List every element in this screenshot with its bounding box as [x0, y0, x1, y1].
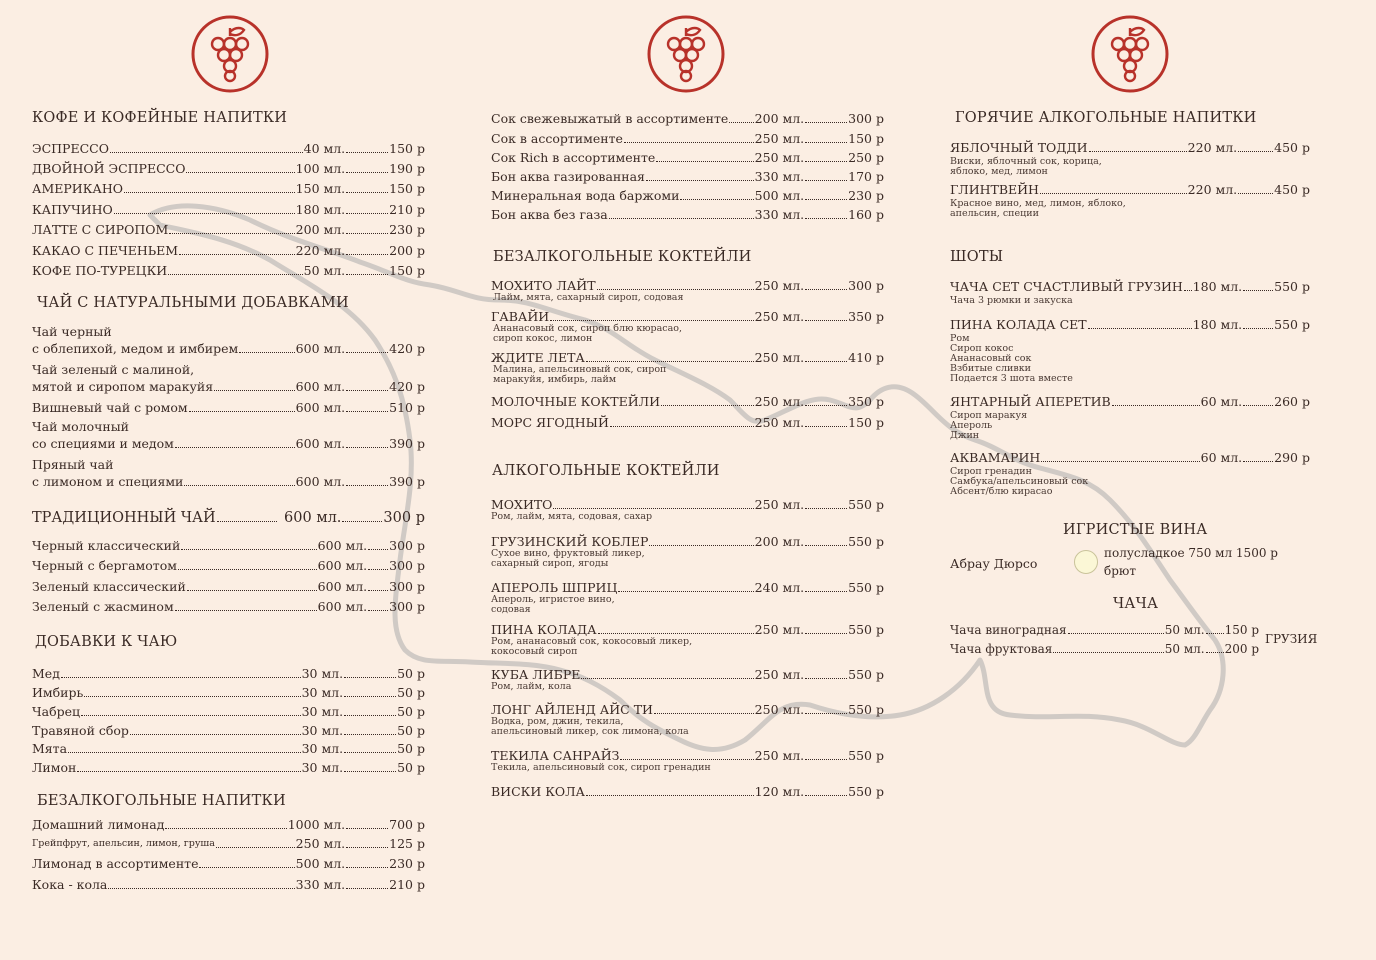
menu-item — [491, 784, 884, 800]
item-description: Красное вино, мед, лимон, яблоко, — [950, 198, 1126, 209]
item-volume: 180 мл. — [1192, 317, 1243, 332]
item-volume: 600 мл. — [317, 599, 368, 614]
item-description: Абсент/блю кирасао — [950, 486, 1053, 497]
item-name: ВИСКИ КОЛА — [491, 784, 586, 799]
item-volume: 240 мл. — [754, 580, 805, 595]
item-volume: 250 мл. — [754, 667, 805, 682]
item-name: Лимонад в ассортименте — [32, 856, 199, 871]
traditional-price: 300 р — [383, 510, 425, 526]
item-name: Чабрец — [32, 704, 81, 719]
item-price: 550 р — [848, 497, 884, 512]
item-volume: 40 мл. — [303, 141, 346, 156]
item-name: ГРУЗИНСКИЙ КОБЛЕР — [491, 534, 649, 549]
menu-item — [950, 622, 1259, 638]
item-name: МОХИТО ЛАЙТ — [491, 278, 596, 293]
section-title-shots: ШОТЫ — [950, 249, 1004, 265]
item-price: 550 р — [848, 702, 884, 717]
item-name: Вишневый чай с ромом — [32, 400, 188, 415]
item-name: Грейпфрут, апельсин, лимон, груша — [32, 838, 215, 849]
item-volume: 200 мл. — [295, 222, 346, 237]
item-price: 50 р — [397, 685, 425, 700]
item-volume: 250 мл. — [754, 622, 805, 637]
menu-item — [950, 394, 1310, 410]
item-price: 50 р — [397, 723, 425, 738]
item-description: апельсин, специи — [950, 208, 1039, 219]
menu-item — [32, 243, 425, 259]
item-volume: 200 мл. — [754, 534, 805, 549]
item-description: Подается 3 шота вместе — [950, 373, 1073, 384]
item-volume: 250 мл. — [754, 394, 805, 409]
item-volume: 220 мл. — [295, 243, 346, 258]
item-price: 150 р — [848, 415, 884, 430]
item-price: 390 р — [389, 436, 425, 451]
item-price: 260 р — [1274, 394, 1310, 409]
item-name: Сок в ассортименте — [491, 131, 623, 146]
item-description: Чай молочный — [32, 419, 130, 434]
menu-item — [491, 207, 884, 223]
menu-item — [491, 111, 884, 127]
item-description: Ананасовый сок — [950, 353, 1032, 364]
menu-item — [32, 400, 425, 416]
menu-item — [32, 723, 425, 739]
item-price: 700 р — [389, 817, 425, 832]
item-volume: 600 мл. — [295, 436, 346, 451]
item-volume: 100 мл. — [295, 161, 346, 176]
item-name: Лимон — [32, 760, 77, 775]
item-volume: 30 мл. — [301, 704, 344, 719]
item-description: Водка, ром, джин, текила, — [491, 716, 624, 727]
item-volume: 250 мл. — [754, 131, 805, 146]
item-description: Чай зеленый с малиной, — [32, 362, 195, 377]
chacha-country: ГРУЗИЯ — [1265, 632, 1318, 646]
item-name: Чача виноградная — [950, 623, 1067, 637]
item-name: Чача фруктовая — [950, 642, 1053, 656]
item-name: Мята — [32, 741, 68, 756]
item-price: 125 р — [389, 836, 425, 851]
item-price: 200 р — [389, 243, 425, 258]
item-price: 210 р — [389, 202, 425, 217]
item-description: сахарный сироп, ягоды — [491, 558, 609, 569]
section-title-traditional: ТРАДИЦИОННЫЙ ЧАЙ — [32, 510, 216, 526]
item-volume: 50 мл. — [303, 263, 346, 278]
item-volume: 50 мл. — [1164, 623, 1205, 637]
item-price: 250 р — [848, 150, 884, 165]
menu-item — [32, 538, 425, 554]
item-volume: 200 мл. — [754, 111, 805, 126]
item-volume: 600 мл. — [295, 400, 346, 415]
item-name: Зеленый с жасмином — [32, 599, 174, 614]
item-price: 550 р — [848, 667, 884, 682]
item-name: Имбирь — [32, 685, 84, 700]
menu-item — [32, 558, 425, 574]
item-price: 350 р — [848, 394, 884, 409]
sparkling-name: Абрау Дюрсо — [950, 556, 1038, 571]
menu-item — [32, 379, 425, 395]
item-volume: 180 мл. — [295, 202, 346, 217]
item-volume: 250 мл. — [754, 748, 805, 763]
item-description: Ром, ананасовый сок, кокосовый ликер, — [491, 636, 693, 647]
item-name: Травяной сбор — [32, 723, 129, 738]
item-volume: 30 мл. — [301, 760, 344, 775]
item-volume: 150 мл. — [295, 181, 346, 196]
menu-item — [32, 836, 425, 852]
item-description: маракуйя, имбирь, лайм — [493, 374, 617, 385]
item-volume: 30 мл. — [301, 723, 344, 738]
item-name: ЯБЛОЧНЫЙ ТОДДИ — [950, 140, 1088, 155]
item-description: апельсиновый ликер, сок лимона, кола — [491, 726, 689, 737]
item-name: с облепихой, медом и имбирем — [32, 341, 239, 356]
item-volume: 250 мл. — [754, 150, 805, 165]
item-volume: 30 мл. — [301, 685, 344, 700]
item-price: 450 р — [1274, 182, 1310, 197]
menu-item — [491, 131, 884, 147]
item-price: 300 р — [389, 579, 425, 594]
item-price: 420 р — [389, 341, 425, 356]
item-price: 150 р — [389, 263, 425, 278]
item-description: Ром, лайм, кола — [491, 681, 572, 692]
item-name: ЛОНГ АЙЛЕНД АЙС ТИ — [491, 702, 653, 717]
menu-item — [32, 817, 425, 833]
sparkling-line2: брют — [1104, 564, 1136, 578]
item-price: 550 р — [848, 534, 884, 549]
item-description: Самбука/апельсиновый сок — [950, 476, 1089, 487]
item-price: 300 р — [389, 558, 425, 573]
item-volume: 250 мл. — [754, 278, 805, 293]
item-price: 300 р — [848, 111, 884, 126]
item-description: Сухое вино, фруктовый ликер, — [491, 548, 645, 559]
item-name: Зеленый классический — [32, 579, 186, 594]
menu-item — [32, 161, 425, 177]
item-name: ЛАТТЕ С СИРОПОМ — [32, 222, 169, 237]
item-volume: 50 мл. — [1164, 642, 1205, 656]
item-name: Мед — [32, 666, 60, 681]
item-name: ЖДИТЕ ЛЕТА — [491, 350, 585, 365]
section-title-additives: ДОБАВКИ К ЧАЮ — [35, 634, 178, 650]
item-name: КАКАО С ПЕЧЕНЬЕМ — [32, 243, 179, 258]
item-description: Текила, апельсиновый сок, сироп гренадин — [491, 762, 711, 773]
menu-item — [32, 685, 425, 701]
section-title-sparkling: ИГРИСТЫЕ ВИНА — [1063, 522, 1208, 538]
item-description: Сироп маракуя — [950, 410, 1028, 421]
menu-item — [950, 140, 1310, 156]
item-name: КУБА ЛИБРЕ — [491, 667, 581, 682]
item-volume: 220 мл. — [1187, 182, 1238, 197]
item-description: содовая — [491, 604, 531, 615]
item-name: мятой и сиропом маракуйя — [32, 379, 214, 394]
item-volume: 60 мл. — [1200, 394, 1243, 409]
item-price: 150 р — [1224, 623, 1259, 637]
item-price: 550 р — [848, 748, 884, 763]
grape-logo-left — [190, 14, 270, 94]
item-description: Взбитые сливки — [950, 363, 1031, 374]
item-name: Черный с бергамотом — [32, 558, 177, 573]
item-description: кокосовый сироп — [491, 646, 578, 657]
menu-item — [491, 188, 884, 204]
item-volume: 330 мл. — [754, 207, 805, 222]
item-volume: 330 мл. — [754, 169, 805, 184]
item-name: со специями и медом — [32, 436, 174, 451]
menu-item — [491, 394, 884, 410]
item-volume: 250 мл. — [754, 350, 805, 365]
menu-item — [32, 263, 425, 279]
item-name: ГЛИНТВЕЙН — [950, 182, 1039, 197]
item-description: Ананасовый сок, сироп блю кюрасао, — [493, 323, 683, 334]
menu-item — [32, 666, 425, 682]
item-name: ЯНТАРНЫЙ АПЕРЕТИВ — [950, 394, 1111, 409]
item-volume: 220 мл. — [1187, 140, 1238, 155]
item-volume: 600 мл. — [317, 558, 368, 573]
item-price: 550 р — [848, 784, 884, 799]
item-volume: 500 мл. — [754, 188, 805, 203]
menu-item — [950, 641, 1259, 657]
item-price: 420 р — [389, 379, 425, 394]
item-name: ТЕКИЛА САНРАЙЗ — [491, 748, 620, 763]
menu-item — [32, 141, 425, 157]
item-price: 300 р — [848, 278, 884, 293]
item-description: Чача 3 рюмки и закуска — [950, 295, 1073, 306]
menu-item — [32, 474, 425, 490]
item-volume: 250 мл. — [754, 702, 805, 717]
item-name: Сок свежевыжатый в ассортименте — [491, 111, 729, 126]
item-name: МОХИТО — [491, 497, 553, 512]
item-name: ПИНА КОЛАДА — [491, 622, 597, 637]
section-title-coffee: КОФЕ И КОФЕЙНЫЕ НАПИТКИ — [32, 110, 288, 126]
item-price: 150 р — [389, 181, 425, 196]
traditional-tea-header — [32, 510, 425, 526]
item-name: АПЕРОЛЬ ШПРИЦ — [491, 580, 618, 595]
menu-item — [491, 415, 884, 431]
item-volume: 250 мл. — [754, 415, 805, 430]
item-name: Домашний лимонад — [32, 817, 165, 832]
item-price: 50 р — [397, 741, 425, 756]
item-price: 410 р — [848, 350, 884, 365]
item-price: 230 р — [389, 856, 425, 871]
menu-item — [32, 741, 425, 757]
item-name: МОЛОЧНЫЕ КОКТЕЙЛИ — [491, 394, 660, 409]
menu-item — [32, 760, 425, 776]
item-price: 150 р — [389, 141, 425, 156]
item-description: Чай черный — [32, 324, 112, 339]
section-title-chacha: ЧАЧА — [1113, 596, 1159, 612]
item-volume: 600 мл. — [295, 474, 346, 489]
menu-item — [32, 436, 425, 452]
item-name: Кока - кола — [32, 877, 108, 892]
item-price: 150 р — [848, 131, 884, 146]
item-description: Лайм, мята, сахарный сироп, содовая — [493, 292, 684, 303]
item-description: Сироп гренадин — [950, 466, 1032, 477]
item-description: Джин — [950, 430, 980, 441]
menu-item — [32, 341, 425, 357]
item-description: Малина, апельсиновый сок, сироп — [493, 364, 667, 375]
grape-logo-right — [1090, 14, 1170, 94]
item-price: 290 р — [1274, 450, 1310, 465]
item-name: Черный классический — [32, 538, 181, 553]
item-description: яблоко, мед, лимон — [950, 166, 1048, 177]
item-price: 550 р — [1274, 317, 1310, 332]
item-description: Апероль, игристое вино, — [491, 594, 615, 605]
item-volume: 250 мл. — [295, 836, 346, 851]
item-price: 50 р — [397, 704, 425, 719]
item-volume: 30 мл. — [301, 741, 344, 756]
item-name: КОФЕ ПО-ТУРЕЦКИ — [32, 263, 168, 278]
section-title-softdrinks: БЕЗАЛКОГОЛЬНЫЕ НАПИТКИ — [37, 793, 286, 809]
item-volume: 1000 мл. — [287, 817, 346, 832]
menu-item — [32, 877, 425, 893]
item-price: 550 р — [848, 580, 884, 595]
menu-item — [32, 202, 425, 218]
item-volume: 600 мл. — [317, 538, 368, 553]
grape-logo-center — [646, 14, 726, 94]
item-description: Апероль — [950, 420, 993, 431]
item-volume: 250 мл. — [754, 309, 805, 324]
menu-item — [491, 150, 884, 166]
menu-item — [950, 279, 1310, 295]
sparkling-line1: полусладкое 750 мл 1500 р — [1104, 546, 1278, 560]
item-price: 550 р — [1274, 279, 1310, 294]
item-price: 50 р — [397, 760, 425, 775]
item-description: Ром, лайм, мята, содовая, сахар — [491, 511, 653, 522]
section-title-nonalc-cocktails: БЕЗАЛКОГОЛЬНЫЕ КОКТЕЙЛИ — [493, 249, 752, 265]
item-name: Минеральная вода баржоми — [491, 188, 680, 203]
item-name: ПИНА КОЛАДА СЕТ — [950, 317, 1087, 332]
item-name: Бон аква без газа — [491, 207, 608, 222]
item-volume: 180 мл. — [1192, 279, 1243, 294]
item-name: ГАВАЙИ — [491, 309, 550, 324]
item-price: 300 р — [389, 538, 425, 553]
item-name: МОРС ЯГОДНЫЙ — [491, 415, 609, 430]
item-price: 160 р — [848, 207, 884, 222]
item-price: 170 р — [848, 169, 884, 184]
item-description: Сироп кокос — [950, 343, 1014, 354]
item-description: Пряный чай — [32, 457, 114, 472]
menu-item — [32, 856, 425, 872]
item-name: КАПУЧИНО — [32, 202, 113, 217]
item-name: АКВАМАРИН — [950, 450, 1041, 465]
menu-item — [32, 222, 425, 238]
item-name: ДВОЙНОЙ ЭСПРЕССО — [32, 161, 186, 176]
item-volume: 500 мл. — [295, 856, 346, 871]
item-volume: 30 мл. — [301, 666, 344, 681]
menu-item — [950, 450, 1310, 466]
item-volume: 330 мл. — [295, 877, 346, 892]
item-price: 550 р — [848, 622, 884, 637]
item-volume: 600 мл. — [295, 379, 346, 394]
item-price: 350 р — [848, 309, 884, 324]
item-price: 210 р — [389, 877, 425, 892]
menu-item — [32, 579, 425, 595]
item-name: Сок Rich в ассортименте — [491, 150, 656, 165]
item-description: Ром — [950, 333, 970, 344]
menu-item — [32, 599, 425, 615]
menu-item — [950, 182, 1310, 198]
traditional-vol: 600 мл. — [284, 510, 342, 526]
sparkling-dot-icon — [1074, 550, 1098, 574]
item-volume: 600 мл. — [317, 579, 368, 594]
item-name: с лимоном и специями — [32, 474, 184, 489]
item-price: 510 р — [389, 400, 425, 415]
item-price: 200 р — [1224, 642, 1259, 656]
item-description: Виски, яблочный сок, корица, — [950, 156, 1102, 167]
item-description: сироп кокос, лимон — [493, 333, 593, 344]
item-volume: 250 мл. — [754, 497, 805, 512]
item-price: 390 р — [389, 474, 425, 489]
item-price: 190 р — [389, 161, 425, 176]
item-name: ЭСПРЕССО — [32, 141, 109, 156]
item-name: АМЕРИКАНО — [32, 181, 123, 196]
item-price: 300 р — [389, 599, 425, 614]
item-price: 50 р — [397, 666, 425, 681]
item-price: 450 р — [1274, 140, 1310, 155]
item-name: Бон аква газированная — [491, 169, 645, 184]
section-title-tea: ЧАЙ С НАТУРАЛЬНЫМИ ДОБАВКАМИ — [37, 295, 349, 311]
item-volume: 600 мл. — [295, 341, 346, 356]
menu-item — [32, 181, 425, 197]
item-name: ЧАЧА СЕТ СЧАСТЛИВЫЙ ГРУЗИН — [950, 279, 1183, 294]
menu-item — [950, 317, 1310, 333]
menu-item — [491, 169, 884, 185]
section-title-alc-cocktails: АЛКОГОЛЬНЫЕ КОКТЕЙЛИ — [492, 463, 720, 479]
item-volume: 60 мл. — [1200, 450, 1243, 465]
item-volume: 120 мл. — [754, 784, 805, 799]
menu-item — [32, 704, 425, 720]
section-title-hot-alcohol: ГОРЯЧИЕ АЛКОГОЛЬНЫЕ НАПИТКИ — [955, 110, 1257, 126]
item-price: 230 р — [389, 222, 425, 237]
item-price: 230 р — [848, 188, 884, 203]
